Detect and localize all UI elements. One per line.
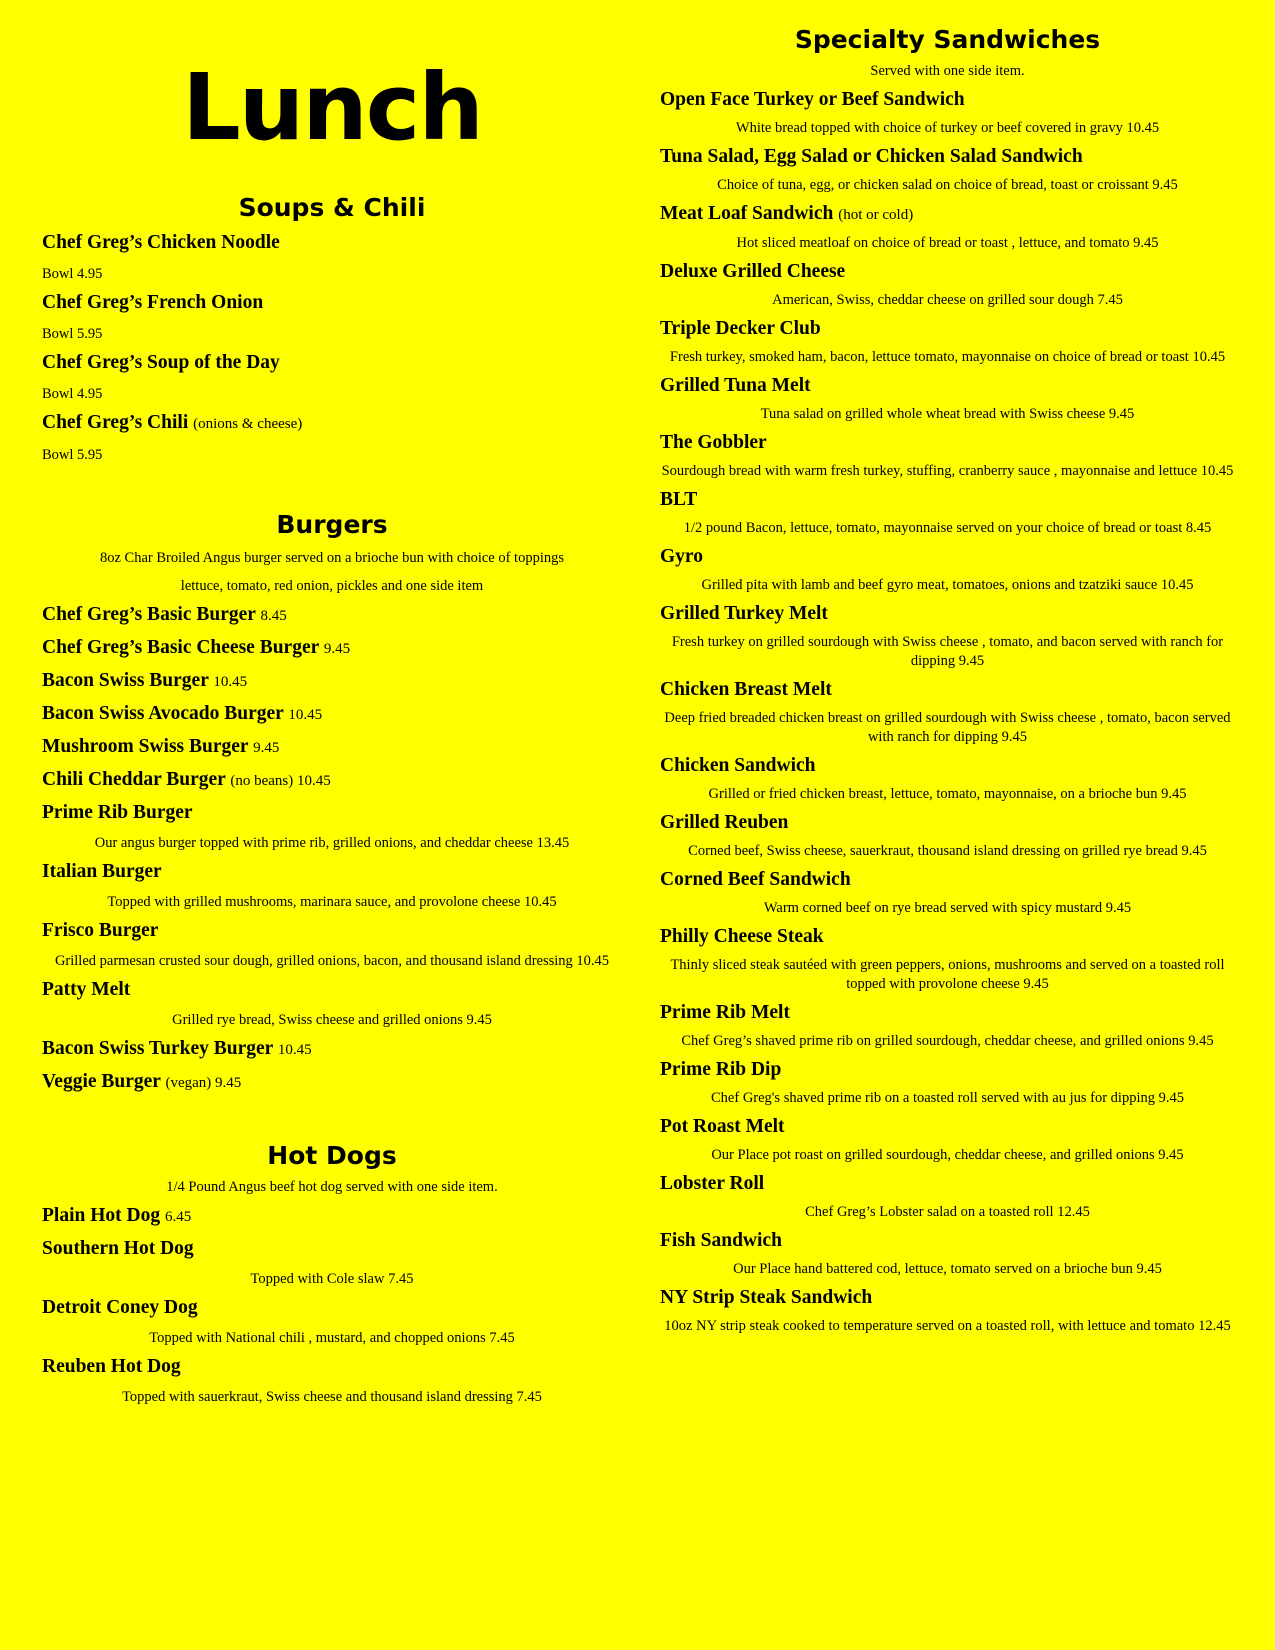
item-price: 6.45	[164, 1209, 192, 1225]
hotdogs-intro: 1/4 Pound Angus beef hot dog served with one side item.	[166, 1179, 498, 1195]
item-desc: Sourdough bread with warm fresh turkey, stuffing, cranberry sauce , mayonnaise and lettuce 10.45	[661, 463, 1234, 479]
menu-item	[42, 1069, 622, 1096]
item-name: Patty Melt	[42, 979, 131, 1000]
item-price: 10.45	[277, 1042, 312, 1058]
item-name: Philly Cheese Steak	[660, 926, 824, 947]
item-price: 8.45	[260, 608, 287, 624]
item-name: Open Face Turkey or Beef Sandwich	[660, 89, 965, 110]
item-name: Chef Greg’s Basic Cheese Burger	[42, 637, 319, 658]
menu-item	[42, 918, 622, 944]
item-price: (vegan) 9.45	[165, 1075, 242, 1091]
item-name: Reuben Hot Dog	[42, 1356, 181, 1377]
item-name: Meat Loaf Sandwich	[660, 203, 834, 224]
sandwiches-heading: Specialty Sandwiches	[794, 25, 1101, 54]
menu-title: Lunch	[182, 54, 482, 161]
item-desc: Grilled or fried chicken breast, lettuce, tomato, mayonnaise, on a brioche bun 9.45	[708, 786, 1187, 802]
item-name: Gyro	[660, 546, 703, 567]
item-name: Deluxe Grilled Cheese	[660, 261, 846, 282]
item-desc: Bowl 5.95	[42, 447, 103, 463]
item-desc: Corned beef, Swiss cheese, sauerkraut, thousand island dressing on grilled rye bread 9.45	[688, 843, 1207, 859]
menu-item	[660, 201, 1235, 228]
item-name: Bacon Swiss Turkey Burger	[42, 1038, 273, 1059]
menu-item	[42, 410, 622, 437]
item-desc: Topped with Cole slaw 7.45	[250, 1271, 414, 1287]
menu-item	[660, 144, 1235, 170]
item-desc: Fresh turkey on grilled sourdough with Swiss cheese , tomato, and bacon served with ranch for dipping 9.45	[671, 634, 1224, 669]
menu-item	[42, 602, 622, 629]
item-desc: Tuna salad on grilled whole wheat bread with Swiss cheese 9.45	[760, 406, 1135, 422]
item-name: Chef Greg’s French Onion	[42, 292, 264, 313]
item-name: Italian Burger	[42, 861, 162, 882]
item-desc: Our Place pot roast on grilled sourdough, cheddar cheese, and grilled onions 9.45	[711, 1147, 1184, 1163]
item-desc: 1/2 pound Bacon, lettuce, tomato, mayonnaise served on your choice of bread or toast 8.45	[683, 520, 1212, 536]
item-name: Chef Greg’s Soup of the Day	[42, 352, 280, 373]
menu-item	[660, 544, 1235, 570]
item-desc: Topped with sauerkraut, Swiss cheese and thousand island dressing 7.45	[122, 1389, 542, 1405]
menu-item	[660, 601, 1235, 627]
item-name: Chef Greg’s Chicken Noodle	[42, 232, 280, 253]
item-name: NY Strip Steak Sandwich	[660, 1287, 873, 1308]
item-desc: Topped with National chili , mustard, and chopped onions 7.45	[149, 1330, 515, 1346]
item-desc: Grilled pita with lamb and beef gyro meat, tomatoes, onions and tzatziki sauce 10.45	[701, 577, 1194, 593]
item-price: 10.45	[288, 707, 323, 723]
item-name: Corned Beef Sandwich	[660, 869, 851, 890]
item-name: Mushroom Swiss Burger	[42, 736, 249, 757]
item-desc: Fresh turkey, smoked ham, bacon, lettuce tomato, mayonnaise on choice of bread or toast 10.45	[669, 349, 1226, 365]
item-price: 9.45	[253, 740, 280, 756]
item-desc: Hot sliced meatloaf on choice of bread or toast , lettuce, and tomato 9.45	[736, 235, 1159, 251]
menu-item	[660, 373, 1235, 399]
menu-item	[660, 1171, 1235, 1197]
menu-item	[660, 316, 1235, 342]
item-desc: Chef Greg’s shaved prime rib on grilled sourdough, cheddar cheese, and grilled onions 9.45	[681, 1033, 1214, 1049]
menu-item	[42, 1295, 622, 1321]
menu-item	[42, 350, 622, 376]
right-column	[660, 0, 1235, 1336]
sandwiches-list	[660, 87, 1235, 1336]
burgers-list	[42, 602, 622, 1096]
menu-item	[42, 635, 622, 662]
item-name: Chili Cheddar Burger	[42, 769, 226, 790]
item-note: (onions & cheese)	[193, 416, 303, 432]
menu-item	[660, 677, 1235, 703]
menu-item	[42, 977, 622, 1003]
item-note: (hot or cold)	[838, 207, 914, 223]
item-price: 10.45	[213, 674, 248, 690]
item-name: The Gobbler	[660, 432, 767, 453]
menu-item	[42, 767, 622, 794]
item-name: Prime Rib Burger	[42, 802, 193, 823]
item-desc: Choice of tuna, egg, or chicken salad on choice of bread, toast or croissant 9.45	[717, 177, 1178, 193]
menu-item	[660, 259, 1235, 285]
item-desc: Our angus burger topped with prime rib, grilled onions, and cheddar cheese 13.45	[94, 835, 570, 851]
hotdogs-list	[42, 1203, 622, 1407]
item-name: Grilled Tuna Melt	[660, 375, 811, 396]
item-name: Prime Rib Melt	[660, 1002, 790, 1023]
soups-list	[42, 230, 622, 465]
item-name: Triple Decker Club	[660, 318, 821, 339]
item-name: Fish Sandwich	[660, 1230, 782, 1251]
item-desc: American, Swiss, cheddar cheese on grilled sour dough 7.45	[772, 292, 1123, 308]
item-name: Bacon Swiss Burger	[42, 670, 209, 691]
item-desc: Bowl 5.95	[42, 326, 103, 342]
menu-item	[42, 230, 622, 256]
item-desc: 10oz NY strip steak cooked to temperature served on a toasted roll, with lettuce and tomato 12.45	[664, 1318, 1231, 1334]
item-name: Chicken Breast Melt	[660, 679, 832, 700]
menu-item	[42, 1354, 622, 1380]
menu-item	[42, 1203, 622, 1230]
item-name: Southern Hot Dog	[42, 1238, 194, 1259]
left-column	[42, 0, 622, 1407]
menu-item	[660, 487, 1235, 513]
item-desc: Bowl 4.95	[42, 386, 103, 402]
item-name: Grilled Turkey Melt	[660, 603, 828, 624]
item-desc: Grilled rye bread, Swiss cheese and grilled onions 9.45	[172, 1012, 492, 1028]
menu-item	[660, 430, 1235, 456]
item-desc: Topped with grilled mushrooms, marinara sauce, and provolone cheese 10.45	[107, 894, 557, 910]
item-name: BLT	[660, 489, 698, 510]
menu-item	[660, 1114, 1235, 1140]
item-desc: Chef Greg's shaved prime rib on a toasted roll served with au jus for dipping 9.45	[711, 1090, 1184, 1106]
item-name: Frisco Burger	[42, 920, 159, 941]
menu-item	[42, 1236, 622, 1262]
item-desc: Grilled parmesan crusted sour dough, grilled onions, bacon, and thousand island dressing 10.45	[54, 953, 610, 969]
item-name: Grilled Reuben	[660, 812, 789, 833]
menu-item	[660, 87, 1235, 113]
item-price: (no beans) 10.45	[230, 773, 331, 789]
menu-item	[660, 1000, 1235, 1026]
menu-item	[660, 924, 1235, 950]
menu-item	[42, 290, 622, 316]
burgers-intro: 8oz Char Broiled Angus burger served on a brioche bun with choice of toppings	[99, 550, 565, 566]
menu-item	[42, 800, 622, 826]
item-name: Tuna Salad, Egg Salad or Chicken Salad Sandwich	[660, 146, 1083, 167]
item-name: Veggie Burger	[42, 1071, 161, 1092]
menu-item	[660, 867, 1235, 893]
menu-item	[660, 1285, 1235, 1311]
menu-item	[660, 753, 1235, 779]
item-name: Detroit Coney Dog	[42, 1297, 198, 1318]
item-desc: White bread topped with choice of turkey or beef covered in gravy 10.45	[735, 120, 1160, 136]
item-desc: Warm corned beef on rye bread served with spicy mustard 9.45	[763, 900, 1132, 916]
item-price: 9.45	[323, 641, 351, 657]
menu-item	[42, 668, 622, 695]
item-desc: Bowl 4.95	[42, 266, 103, 282]
item-name: Plain Hot Dog	[42, 1205, 161, 1226]
item-desc: Thinly sliced steak sautéed with green peppers, onions, mushrooms and served on a toasted roll topped with provolone cheese 9.45	[670, 957, 1225, 992]
menu-item	[42, 1036, 622, 1063]
item-desc: Chef Greg’s Lobster salad on a toasted roll 12.45	[805, 1204, 1090, 1220]
item-name: Pot Roast Melt	[660, 1116, 785, 1137]
item-name: Chef Greg’s Basic Burger	[42, 604, 256, 625]
sandwiches-intro: Served with one side item.	[870, 63, 1025, 79]
menu-item	[42, 859, 622, 885]
burgers-intro-2: lettuce, tomato, red onion, pickles and one side item	[180, 578, 484, 594]
item-name: Lobster Roll	[660, 1173, 765, 1194]
menu-item	[660, 810, 1235, 836]
burgers-heading: Burgers	[276, 510, 388, 539]
menu-item	[660, 1057, 1235, 1083]
item-name: Chef Greg’s Chili	[42, 412, 189, 433]
soups-heading: Soups & Chili	[238, 193, 426, 222]
item-name: Prime Rib Dip	[660, 1059, 782, 1080]
menu-item	[42, 701, 622, 728]
menu-item	[660, 1228, 1235, 1254]
item-desc: Deep fried breaded chicken breast on grilled sourdough with Swiss cheese , tomato, bacon served with ranch for dipping 9.45	[664, 710, 1231, 745]
item-desc: Our Place hand battered cod, lettuce, tomato served on a brioche bun 9.45	[733, 1261, 1162, 1277]
item-name: Bacon Swiss Avocado Burger	[42, 703, 284, 724]
menu-item	[42, 734, 622, 761]
hotdogs-heading: Hot Dogs	[267, 1141, 397, 1170]
item-name: Chicken Sandwich	[660, 755, 816, 776]
